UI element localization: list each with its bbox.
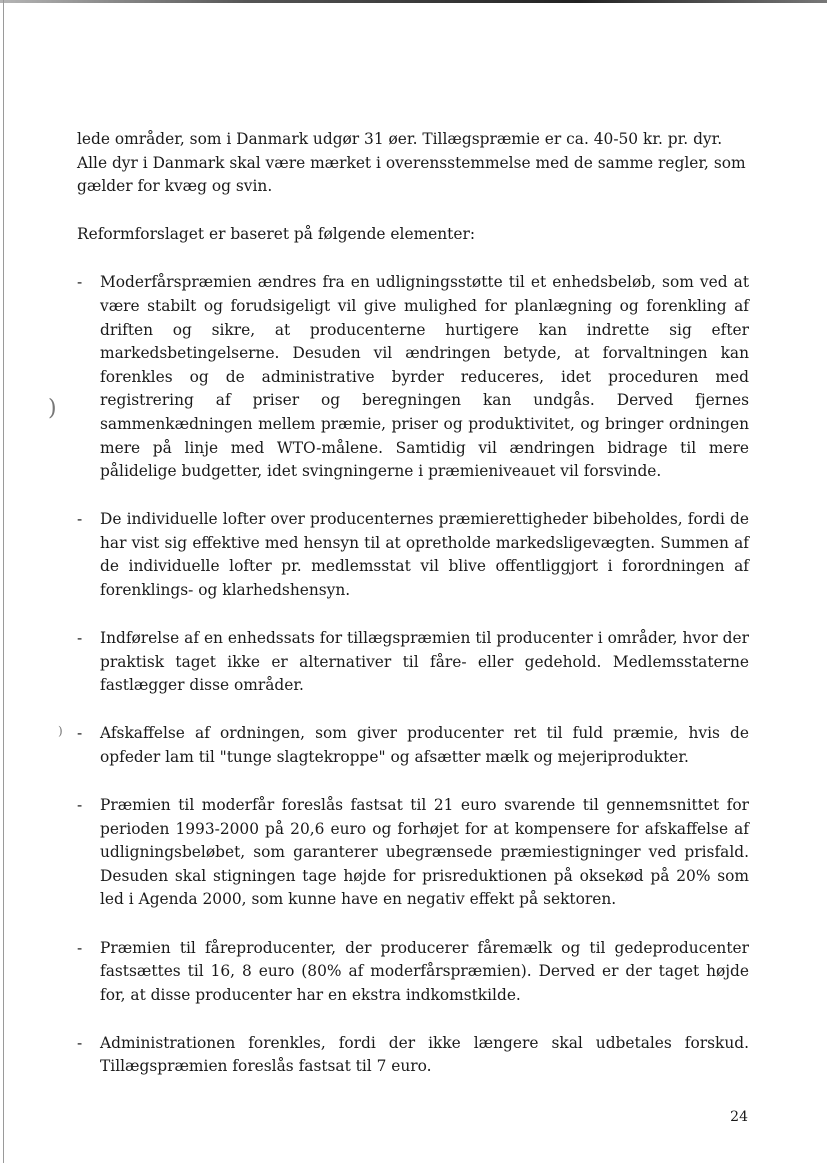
list-item (77, 508, 749, 602)
list-item (77, 1032, 749, 1079)
opening-paragraph: lede områder, som i Danmark udgør 31 øer. Tillægspræmie er ca. 40-50 kr. pr. dyr. Alle dyr i Danmark skal være mærket i overensstemmelse med de samme regler, som gælder for kvæg og svin. (77, 130, 746, 196)
document-body (77, 128, 749, 1104)
intro-paragraph: Reformforslaget er baseret på følgende elementer: (77, 224, 476, 243)
bullet-dash: - (77, 724, 83, 743)
bullet-dash: - (77, 938, 83, 957)
list-item-text: Præmien til moderfår foreslås fastsat til 21 euro svarende til gennemsnittet for perioden 1993-2000 på 20,6 euro og forhøjet for at kompensere for afskaffelse af udligningsbeløbet, som garanterer ubegrænsede præmiestigninger ved prisfald. Desuden skal stigningen tage højde for prisreduktionen på oksekød på 20% som led i Agenda 2000, som kunne have en negativ effekt på sektoren. (100, 796, 749, 909)
list-item (77, 271, 749, 483)
list-item-text: Moderfårspræmien ændres fra en udligningsstøtte til et enhedsbeløb, som ved at være stabilt og forudsigeligt vil give mulighed for planlægning og forenkling af driften og sikre, at producenterne hurtigere kan indrette sig efter markedsbetingelserne. Desuden vil ændringen betyde, at forvaltningen kan forenkles og de administrative byrder reduceres, idet proceduren med registrering af priser og beregningen kan undgås. Derved fjernes sammenkædningen mellem præmie, priser og produktivitet, og bringer ordningen mere på linje med WTO-målene. Samtidig vil ændringen bidrage til mere pålidelige budgetter, idet svingningerne i præmieniveauet vil forsvinde. (100, 273, 749, 481)
list-item (77, 722, 749, 769)
list-item-text: Afskaffelse af ordningen, som giver producenter ret til fuld præmie, hvis de opfeder lam til "tunge slagtekroppe" og afsætter mælk og mejeriprodukter. (100, 724, 749, 766)
reform-elements-list (77, 271, 749, 1079)
page-number: 24 (730, 1109, 748, 1125)
scan-artifact-bracket: ) (48, 396, 57, 421)
scan-top-border (0, 0, 827, 3)
list-item-text: Præmien til fåreproducenter, der producerer fåremælk og til gedeproducenter fastsættes til 16, 8 euro (80% af moderfårspræmien). Derved er der taget højde for, at disse producenter har en ekstra indkomstkilde. (100, 938, 749, 1004)
list-item-text: Indførelse af en enhedssats for tillægspræmien til producenter i områder, hvor der praktisk taget ikke er alternativer til fåre- eller gedehold. Medlemsstaterne fastlægger disse områder. (100, 629, 749, 695)
list-item-text: Administrationen forenkles, fordi der ikke længere skal udbetales forskud. Tillægspræmien foreslås fastsat til 7 euro. (100, 1033, 749, 1076)
scan-artifact-mark: ) (58, 724, 63, 738)
list-item (77, 627, 749, 698)
list-item-text: De individuelle lofter over producenternes præmierettigheder bibeholdes, fordi de har vist sig effektive med hensyn til at opretholde markedsligevægten. Summen af de individuelle lofter pr. medlemsstat vil blive offentliggjort i forordningen af forenklings- og klarhedshensyn. (100, 510, 749, 599)
list-item (77, 937, 749, 1008)
bullet-dash: - (77, 796, 83, 815)
bullet-dash: - (77, 510, 83, 529)
list-item (77, 794, 749, 912)
bullet-dash: - (77, 1033, 83, 1052)
scan-left-edge (3, 0, 4, 1163)
bullet-dash: - (77, 273, 83, 292)
bullet-dash: - (77, 629, 83, 648)
